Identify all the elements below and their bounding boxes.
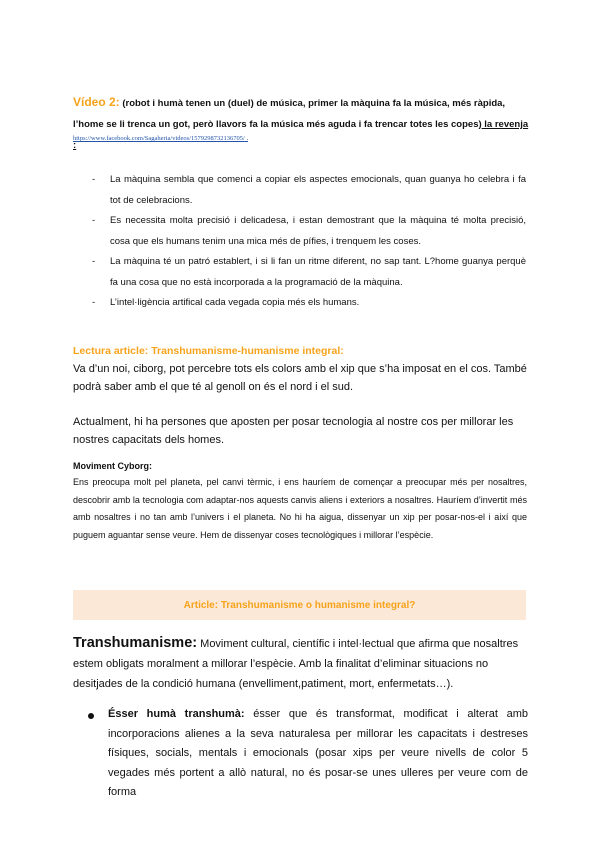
article-title-box	[73, 590, 526, 620]
cyborg-body: Ens preocupa molt pel planeta, pel canvi tèrmic, i ens hauríem de començar a preocupar més per nosaltres, descobrir amb la tecnologia com adaptar-nos aquests canvis aliens i exteriors a nosaltres. Hauríem d’invertit més amb nosaltres i no tan amb l’univers i el planeta. No hi ha aigua, dissenyar un xip per posar-nos-el i així que puguem aguantar sense veure. Hem de dissenyar coses tecnològiques i millorar l’espècie.	[73, 477, 527, 540]
cyborg-heading: Moviment Cyborg:	[73, 461, 153, 471]
revenge-link-label: la revenja :	[73, 119, 529, 151]
video-url-line	[73, 135, 248, 142]
list-item-text: Es necessita molta precisió i delicadesa, i estan demostrant que la màquina té molta precisió, cosa que els humans tenim una mica més de pífies, i trenquem les coses.	[110, 215, 526, 247]
list-item	[92, 252, 526, 293]
transhumanism-paragraph	[73, 633, 528, 694]
transhumanism-term: Transhumanisme:	[73, 635, 198, 651]
dash-marker: -	[92, 174, 96, 185]
reading-heading: Lectura article: Transhumanisme-humanisme integral:	[73, 345, 344, 357]
video-url-suffix: .	[244, 135, 249, 142]
list-item-text: La màquina sembla que comenci a copiar els aspectes emocionals, quan guanya ho celebra i fa tot de celebracions.	[110, 174, 526, 206]
list-item	[92, 211, 526, 252]
bullet-definition: ésser que és transformat, modificat i alterat amb incorporacions alienes a la seva naturalesa per millorar les capacitats i destreses físiques, socials, mentals i emocionals (posar xips per veure nivells de color 5 vegades més portent a allò natural, no és posar-se unes ulleres per veure com de forma	[108, 708, 528, 798]
list-item	[92, 293, 526, 314]
bullet-dot-icon	[88, 713, 94, 719]
article-title: Article: Transhumanisme o humanisme integral?	[183, 599, 416, 611]
video-paragraph	[73, 92, 533, 156]
bullet-term: Ésser humà transhumà:	[108, 708, 245, 720]
bullet-text	[108, 705, 528, 803]
dash-marker: -	[92, 297, 96, 308]
dash-marker: -	[92, 215, 96, 226]
video-description: (robot i humà tenen un (duel) de música, primer la màquina fa la música, més ràpida, l’home se li trenca un got, però llavors fa la música més aguda i fa trencar totes les copes)	[73, 98, 506, 130]
video-label: Vídeo 2:	[73, 95, 120, 109]
dash-marker: -	[92, 256, 96, 267]
list-item-text: La màquina té un patró establert, i si li fan un ritme diferent, no sap tant. L?home guanya perquè fa una cosa que no està incorporada a la programació de la màquina.	[110, 256, 526, 288]
list-item-text: L’intel·ligència artifical cada vegada copia més els humans.	[110, 297, 360, 308]
bullet-item	[88, 705, 528, 803]
actualment-paragraph: Actualment, hi ha persones que aposten per posar tecnologia al nostre cos per millorar les nostres capacitats dels homes.	[73, 416, 514, 446]
transhumanism-definition: Moviment cultural, científic i intel·lectual que afirma que nosaltres estem obligats moralment a millorar l’espècie. Amb la finalitat d’eliminar situacions no desitjades de la condició humana (envelliment,patiment, mort, enfermetats…).	[73, 638, 519, 690]
list-item	[92, 170, 526, 211]
observations-list	[92, 170, 526, 314]
video-url-link[interactable]: https://www.facebook.com/Sagaheria/videos/1579298732136705/	[73, 135, 245, 142]
reading-body: Va d’un noi, ciborg, pot percebre tots els colors amb el xip que s’ha imposat en el cos. També podrà saber amb el que té al genoll on és el nord i el sud.	[73, 363, 527, 393]
